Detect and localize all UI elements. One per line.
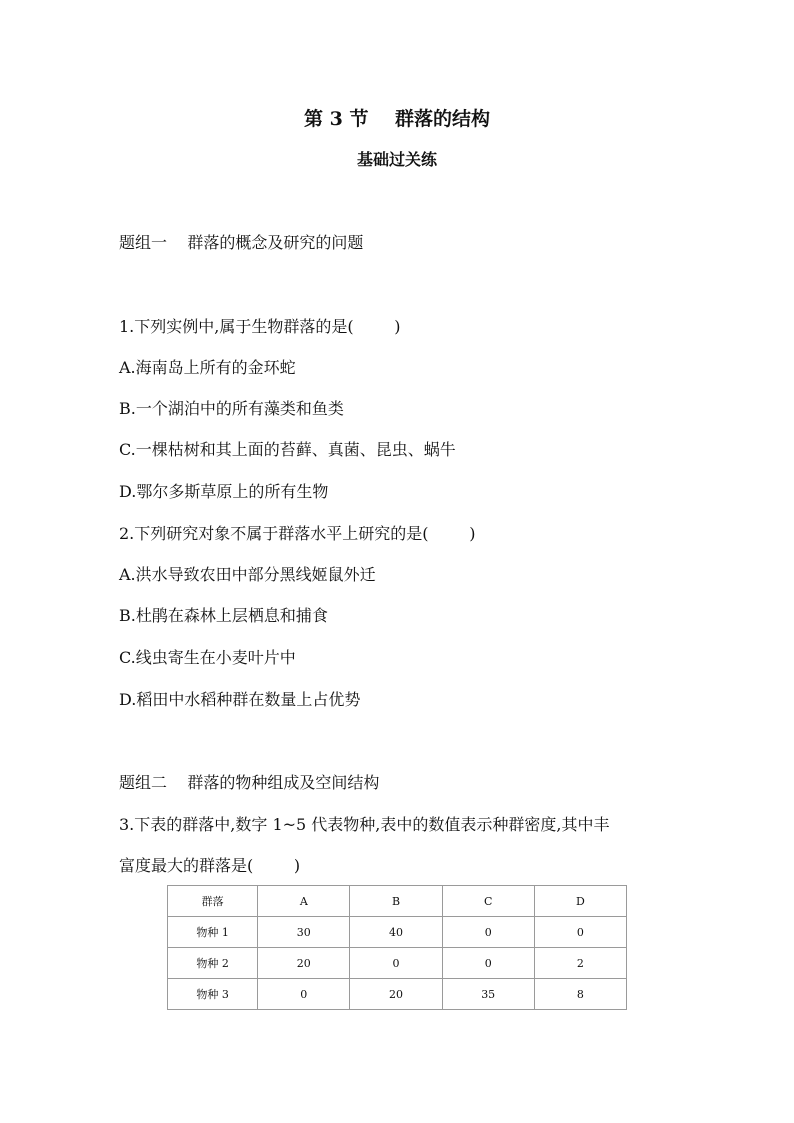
question-1-option-b: B.一个湖泊中的所有藻类和鱼类: [119, 399, 344, 418]
question-1-option-a: A.海南岛上所有的金环蛇: [119, 358, 296, 377]
table-cell: 8: [534, 979, 626, 1010]
table-header-cell: B: [350, 886, 442, 917]
table-cell: 0: [534, 917, 626, 948]
question-3-stem-line-1: 3.下表的群落中,数字 1~5 代表物种,表中的数值表示种群密度,其中丰: [119, 815, 610, 834]
page-subtitle: 基础过关练: [356, 150, 437, 169]
table-cell: 40: [350, 917, 442, 948]
table-cell: 物种 3: [168, 979, 258, 1010]
question-2-option-b: B.杜鹃在森林上层栖息和捕食: [119, 606, 328, 625]
table-header-row: [168, 886, 627, 917]
question-2-option-c: C.线虫寄生在小麦叶片中: [119, 648, 296, 667]
table-row: [168, 917, 627, 948]
table-row: [168, 979, 627, 1010]
question-1-option-c: C.一棵枯树和其上面的苔藓、真菌、昆虫、蜗牛: [119, 440, 456, 459]
table-header-cell: A: [258, 886, 350, 917]
page-title: 第 3 节 群落的结构: [304, 108, 490, 130]
table-header-cell: C: [442, 886, 534, 917]
question-2-option-a: A.洪水导致农田中部分黑线姬鼠外迁: [119, 565, 376, 584]
table-cell: 20: [350, 979, 442, 1010]
table-cell: 2: [534, 948, 626, 979]
group-title-1: 题组一 群落的概念及研究的问题: [119, 233, 364, 252]
table-header-cell: 群落: [168, 886, 258, 917]
table-cell: 0: [442, 948, 534, 979]
table-cell: 物种 1: [168, 917, 258, 948]
question-1-option-d: D.鄂尔多斯草原上的所有生物: [119, 482, 329, 501]
question-2-option-d: D.稻田中水稻种群在数量上占优势: [119, 690, 361, 709]
question-1-stem: 1.下列实例中,属于生物群落的是( ): [119, 317, 401, 336]
table-cell: 20: [258, 948, 350, 979]
question-3-stem-line-2: 富度最大的群落是( ): [119, 856, 301, 875]
group-title-2: 题组二 群落的物种组成及空间结构: [119, 773, 380, 792]
question-2-stem: 2.下列研究对象不属于群落水平上研究的是( ): [119, 524, 476, 543]
table-cell: 35: [442, 979, 534, 1010]
table-row: [168, 948, 627, 979]
table-header-cell: D: [534, 886, 626, 917]
table-cell: 物种 2: [168, 948, 258, 979]
table-cell: 0: [442, 917, 534, 948]
table-cell: 0: [350, 948, 442, 979]
table-cell: 30: [258, 917, 350, 948]
table-cell: 0: [258, 979, 350, 1010]
species-density-table: [167, 885, 627, 1010]
